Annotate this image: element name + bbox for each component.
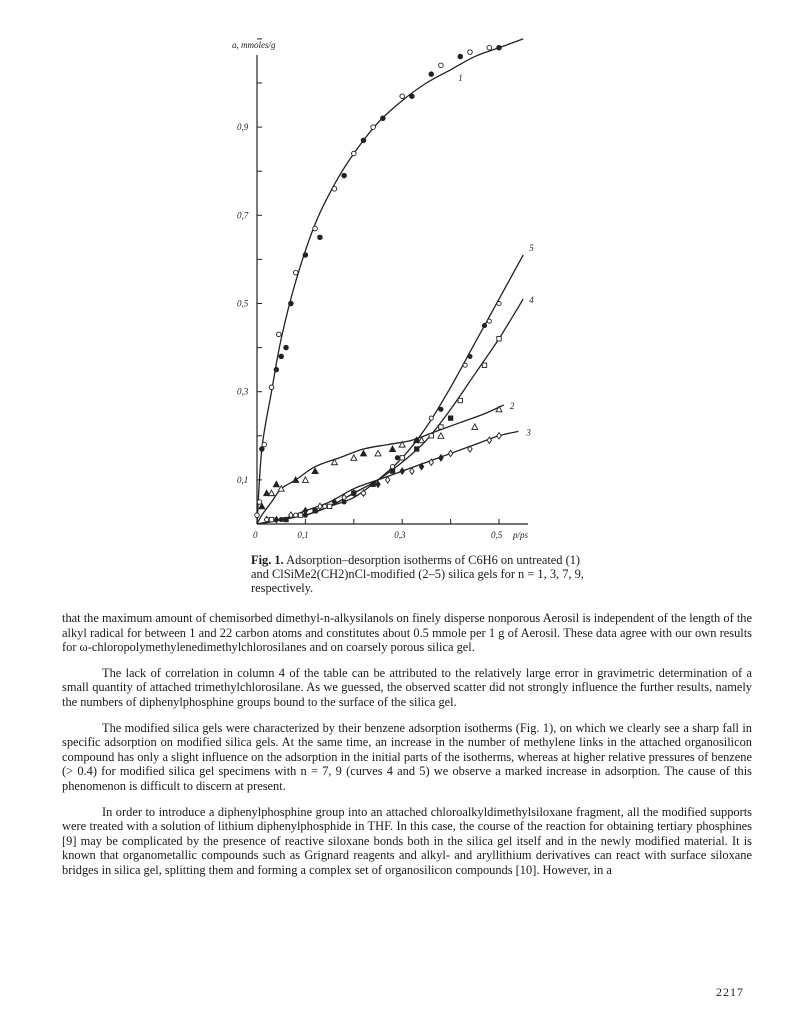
data-point-4-adsorption <box>352 491 356 495</box>
data-point-2-desorption <box>269 490 275 496</box>
data-point-2-adsorption <box>273 481 279 487</box>
data-point-2-adsorption <box>360 450 366 456</box>
data-point-1-desorption <box>293 270 298 275</box>
data-point-1-adsorption <box>410 94 415 99</box>
data-point-4-desorption <box>400 456 404 460</box>
data-point-5-adsorption <box>303 513 307 517</box>
data-point-4-desorption <box>429 434 433 438</box>
data-point-1-desorption <box>400 94 405 99</box>
data-point-2-desorption <box>472 424 478 430</box>
curve-label-1: 1 <box>458 72 463 83</box>
data-point-1-desorption <box>468 50 473 55</box>
body-text <box>62 611 752 889</box>
x-tick-label: 0 <box>253 530 258 540</box>
data-point-1-desorption <box>352 151 357 156</box>
axis-labels <box>232 40 534 540</box>
data-point-5-adsorption <box>395 456 399 460</box>
data-point-1-desorption <box>313 226 318 231</box>
data-point-3-desorption <box>410 468 414 474</box>
data-point-1-adsorption <box>274 367 279 372</box>
data-point-1-adsorption <box>381 116 386 121</box>
y-tick-label: 0,3 <box>237 386 249 397</box>
data-point-5-desorption <box>463 363 467 367</box>
y-tick-label: 0,1 <box>237 474 249 485</box>
data-point-5-desorption <box>294 513 298 517</box>
y-axis-label: a, mmoles/g <box>232 40 276 50</box>
data-point-1-desorption <box>332 187 337 192</box>
data-point-5-desorption <box>390 465 394 469</box>
data-point-4-adsorption <box>415 447 419 451</box>
data-point-5-desorption <box>323 504 327 508</box>
data-point-2-desorption <box>351 455 357 461</box>
data-point-4-adsorption <box>448 416 452 420</box>
data-point-5-adsorption <box>482 323 486 327</box>
data-point-5-desorption <box>361 491 365 495</box>
data-point-4-adsorption <box>284 517 288 521</box>
paragraph: that the maximum amount of chemisorbed dimethyl-n-alkysilanols on finely disperse nonporous Aerosil is independent of the length of the alkyl radical for between 1 and 22 carbon atoms and constitutes about 0.5 mmole per 1 g of Aerosil. These data agree with our own results for ω-chloropolymethylenedimethylchlorosilanes and on coarsely porous silica gel. <box>62 611 752 655</box>
paragraph: In order to introduce a diphenylphosphine group into an attached chloroalkyldimethylsiloxane fragment, all the modified supports were treated with a solution of lithium diphenylphosphide in THF. In this case, the course of the reaction for obtaining tertiary phosphines [9] may be complicated by the presence of reactive siloxane bonds both in the silica gel itself and in the newly modified material. It is known that organometallic compounds such as Grignard reagents and alkyl- and aryllithium derivatives can react with surface siloxane bridges in silica gel, splitting them and forming a complex set of organosilicon compounds [10]. However, in a <box>62 804 752 877</box>
curve-label-4: 4 <box>529 295 534 306</box>
data-point-1-desorption <box>487 45 492 50</box>
data-point-2-adsorption <box>390 446 396 452</box>
isotherm-curve-5 <box>257 255 523 524</box>
page-number: 2217 <box>716 985 744 999</box>
data-point-2-desorption <box>438 433 444 439</box>
paragraph: The modified silica gels were characterized by their benzene adsorption isotherms (Fig. 1), on which we clearly see a sharp fall in specific adsorption on modified silica gels. At the same time, an increase in the number of methylene links in the attached organosilicon compound has only a slight influence on the adsorption in the initial parts of the isotherms, whereas at higher relative pressures of benzene (> 0.4) for modified silica gel specimens with n = 7, 9 (curves 4 and 5) we observe a marked increase in adsorption. The cause of this phenomenon is difficult to discern at present. <box>62 720 752 793</box>
data-point-5-desorption <box>487 319 491 323</box>
data-point-5-desorption <box>429 416 433 420</box>
data-point-3-adsorption <box>274 516 278 522</box>
data-point-5-adsorption <box>279 517 283 521</box>
x-tick-label: 0,3 <box>394 530 406 540</box>
data-point-5-desorption <box>497 301 501 305</box>
caption-label: Fig. 1. <box>251 553 284 567</box>
data-point-2-desorption <box>302 477 308 483</box>
data-point-2-desorption <box>375 450 381 456</box>
caption-text: Adsorption–desorption isotherms of C6H6 on untreated (1) and ClSiMe2(CH2)nCl-modified (2–5) silica gels for n = 1, 3, 7, 9, respectively. <box>251 553 584 595</box>
x-tick-label: 0,5 <box>491 530 503 540</box>
data-point-2-desorption <box>496 406 502 412</box>
data-point-1-desorption <box>439 63 444 68</box>
figure-caption <box>251 553 591 595</box>
data-point-4-desorption <box>327 504 331 508</box>
data-point-3-desorption <box>385 477 389 483</box>
data-point-1-adsorption <box>361 138 366 143</box>
data-point-4-desorption <box>458 398 462 402</box>
data-point-1-adsorption <box>279 354 284 359</box>
y-tick-label: 0,9 <box>237 122 249 133</box>
data-point-4-desorption <box>439 425 443 429</box>
data-point-1-adsorption <box>318 235 323 240</box>
data-point-5-adsorption <box>371 482 375 486</box>
isotherm-curve-4 <box>257 299 523 524</box>
curve-label-3: 3 <box>526 427 531 438</box>
curve-label-2: 2 <box>509 400 515 411</box>
data-point-3-adsorption <box>376 481 380 487</box>
data-point-4-desorption <box>298 513 302 517</box>
data-point-4-desorption <box>497 337 501 341</box>
data-point-5-adsorption <box>342 500 346 504</box>
data-point-3-desorption <box>318 503 322 509</box>
data-point-1-adsorption <box>260 447 265 452</box>
y-tick-label: 0,7 <box>237 210 249 221</box>
data-point-1-adsorption <box>429 72 434 77</box>
data-point-3-desorption <box>497 433 501 439</box>
data-point-3-desorption <box>448 450 452 456</box>
data-point-1-adsorption <box>289 301 294 306</box>
x-tick-label: 0,1 <box>297 530 309 540</box>
data-point-3-adsorption <box>400 468 404 474</box>
data-point-5-adsorption <box>415 438 419 442</box>
data-point-1-desorption <box>371 125 376 130</box>
data-point-4-adsorption <box>313 509 317 513</box>
data-point-1-adsorption <box>342 173 347 178</box>
data-point-2-adsorption <box>312 468 318 474</box>
data-point-3-adsorption <box>439 455 443 461</box>
paragraph: The lack of correlation in column 4 of the table can be attributed to the relatively large error in gravimetric determination of a small quantity of attached trimethylchlorosilane. As we guessed, the observed scatter did not strongly influence the further results, namely the numbers of diphenylphosphine groups bound to the surface of the silica gel. <box>62 665 752 709</box>
x-axis-label: p/ps <box>513 530 529 540</box>
data-point-1-adsorption <box>458 54 463 59</box>
data-point-1-desorption <box>257 500 262 505</box>
data-points <box>255 45 502 522</box>
data-point-1-desorption <box>269 385 274 390</box>
data-point-1-desorption <box>262 442 267 447</box>
data-point-5-desorption <box>265 517 269 521</box>
data-point-4-adsorption <box>390 469 394 473</box>
data-point-5-adsorption <box>468 354 472 358</box>
data-point-1-adsorption <box>284 345 289 350</box>
data-point-1-adsorption <box>497 45 502 50</box>
y-tick-label: 0,5 <box>237 298 249 309</box>
data-point-5-adsorption <box>439 407 443 411</box>
curve-label-5: 5 <box>529 242 534 253</box>
data-point-4-desorption <box>269 517 273 521</box>
data-point-4-desorption <box>482 363 486 367</box>
isotherm-curve-2 <box>257 405 504 524</box>
data-point-1-desorption <box>276 332 281 337</box>
data-point-1-adsorption <box>303 253 308 258</box>
data-point-1-desorption <box>255 513 260 518</box>
